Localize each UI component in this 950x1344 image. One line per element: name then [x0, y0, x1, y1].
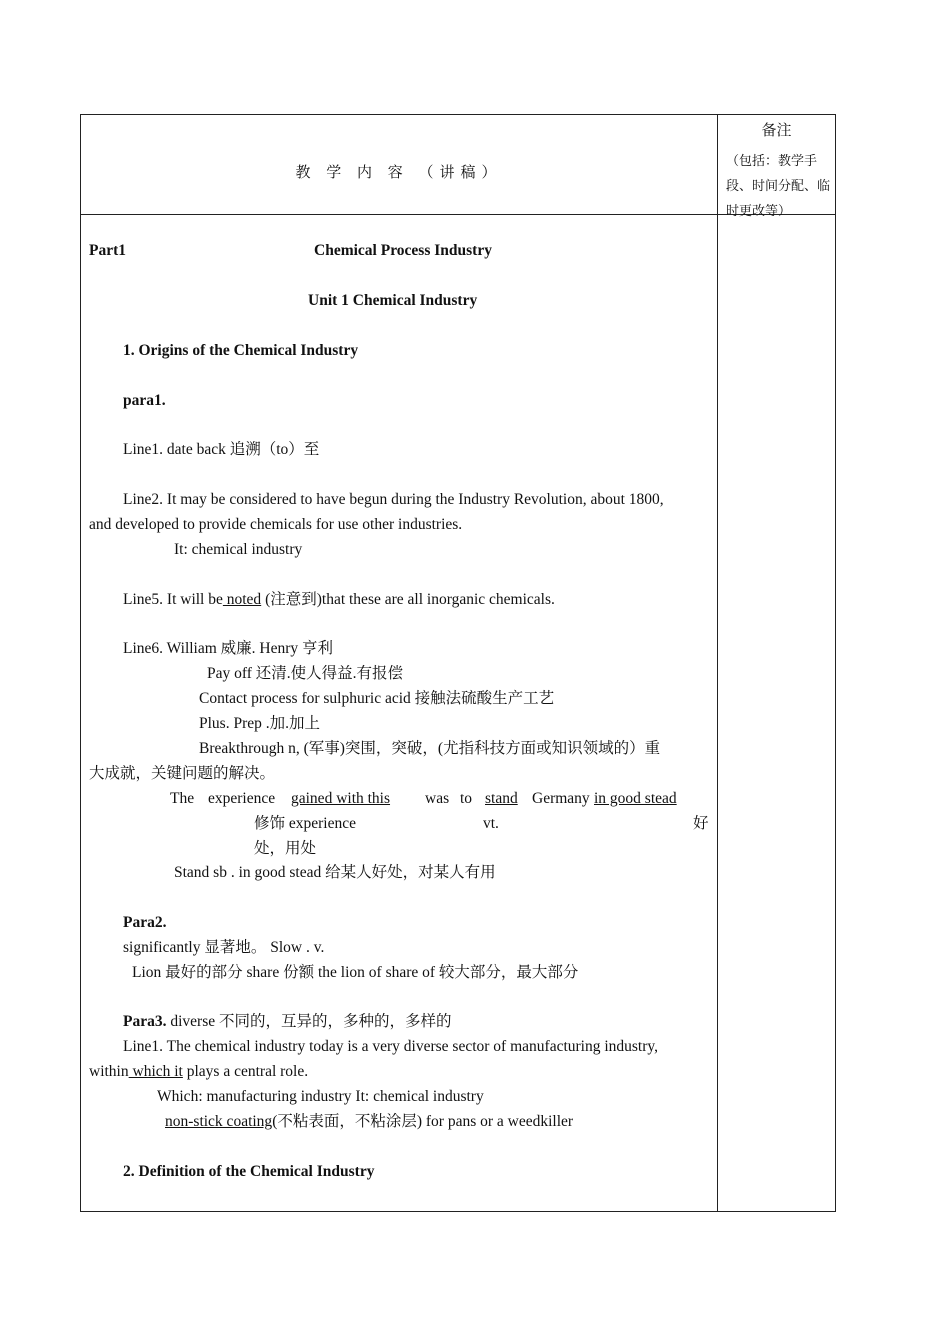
stand-phrase: Stand sb . in good stead 给某人好处，对某人有用 [174, 864, 496, 881]
nonstick-coating: non-stick coating [165, 1113, 273, 1130]
section-heading-definition: 2. Definition of the Chemical Industry [123, 1163, 375, 1180]
line6-note: Line6. William 威廉. Henry 亨利 [123, 640, 334, 657]
meaning-note-start: 好 [693, 815, 709, 832]
exp-underlined-stand: stand [485, 790, 518, 807]
para3-text: diverse 不同的，互异的，多种的，多样的 [166, 1013, 452, 1030]
remarks-header [718, 115, 835, 223]
line5-text: Line5. It will be [123, 591, 223, 608]
exp-word-to: to [460, 790, 473, 807]
line6-breakthrough-cont: 大成就，关键问题的解决。 [89, 765, 276, 782]
section-heading-origins: 1. Origins of the Chemical Industry [123, 342, 359, 359]
para3-role: plays a central role. [182, 1063, 309, 1080]
exp-underlined-stead: in good stead [594, 790, 677, 807]
para3-which-it: which it [128, 1063, 183, 1080]
modifier-note: 修饰 experience [254, 815, 356, 832]
part-title: Chemical Process Industry [314, 242, 492, 259]
line6-breakthrough: Breakthrough n, (军事)突围，突破，(尤指科技方面或知识领域的）重 [199, 740, 661, 757]
para3-label: Para3. [123, 1013, 167, 1030]
para3-line-d [165, 1112, 573, 1132]
remarks-note: （包括：教学手段、时间分配、临时更改等） [726, 153, 831, 218]
para3-within: within [89, 1063, 129, 1080]
line5-rest: (注意到)that these are all inorganic chemicals. [261, 591, 555, 608]
nonstick-gloss: (不粘表面，不粘涂层) for pans or a weedkiller [272, 1113, 574, 1130]
para1-label: para1. [123, 392, 166, 409]
para2-line-b: Lion 最好的部分 share 份额 the lion of share of 较大部分，最大部分 [132, 964, 579, 981]
line2-continuation: and developed to provide chemicals for use other industries. [89, 516, 463, 533]
unit-title: Unit 1 Chemical Industry [308, 292, 478, 309]
para3-line-c: Which: manufacturing industry It: chemical industry [157, 1088, 484, 1105]
line6-payoff: Pay off 还清.使人得益.有报偿 [207, 665, 404, 682]
meaning-note-cont: 处，用处 [254, 840, 317, 857]
column-divider [717, 115, 718, 1211]
verb-note: vt. [483, 815, 499, 832]
para2-label: Para2. [123, 914, 167, 931]
exp-underlined-gained: gained with this [291, 790, 391, 807]
lesson-table [80, 114, 836, 1212]
para3-heading [123, 1012, 452, 1032]
part-label: Part1 [89, 242, 127, 259]
exp-word-the: The [170, 790, 195, 807]
line5-underlined: noted [222, 591, 262, 608]
line2-gloss: It: chemical industry [174, 541, 303, 558]
para3-line-b [89, 1062, 308, 1082]
line5-note [123, 590, 555, 610]
table-header-title: 教 学 内 容 （讲稿） [295, 165, 503, 181]
exp-word-was: was [425, 790, 450, 807]
exp-word-experience: experience [208, 790, 276, 807]
remarks-title: 备注 [761, 123, 792, 139]
line1-note: Line1. date back 追溯（to）至 [123, 441, 320, 458]
line2-note: Line2. It may be considered to have begun during the Industry Revolution, about 1800, [123, 491, 664, 508]
para3-line-a: Line1. The chemical industry today is a very diverse sector of manufacturing industry, [123, 1038, 659, 1055]
line6-plus: Plus. Prep .加.加上 [199, 715, 320, 732]
line6-contact-process: Contact process for sulphuric acid 接触法硫酸生产工艺 [199, 690, 555, 707]
para2-line-a: significantly 显著地。 Slow . v. [123, 939, 325, 956]
exp-word-germany: Germany [532, 790, 590, 807]
